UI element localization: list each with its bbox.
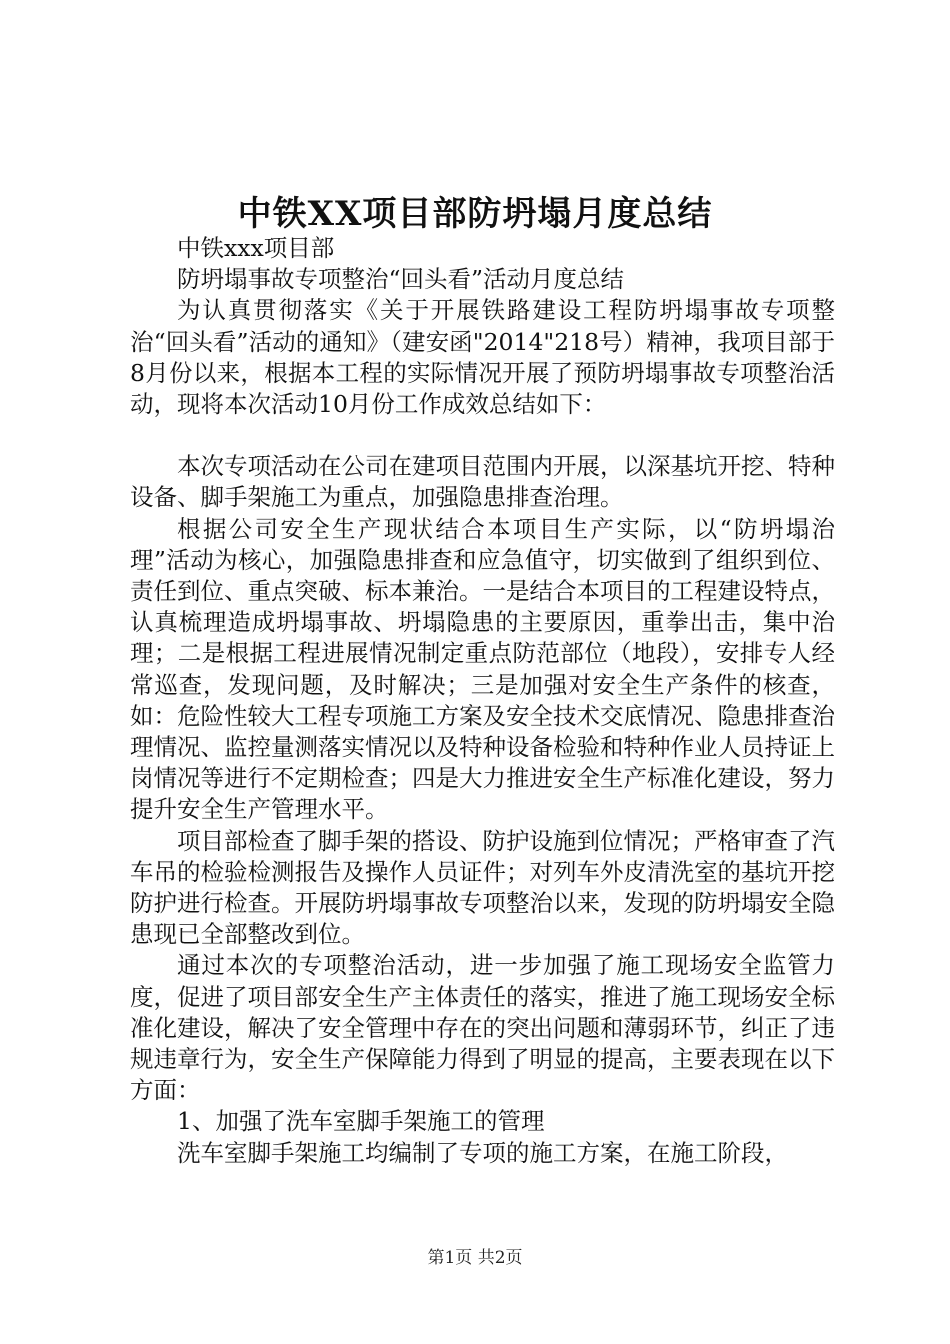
section-heading: 1、加强了洗车室脚手架施工的管理 bbox=[177, 1107, 545, 1136]
paragraph: 根据公司安全生产现状结合本项目生产实际，以“防坍塌治理”活动为核心，加强隐患排查和应急值守，切实做到了组织到位、责任到位、重点突破、标本兼治。一是结合本项目的工程建设特点，认真梳理造成坍塌事故、坍塌隐患的主要原因，重拳出击，集中治理；二是根据工程进展情况制定重点防范部位（地段），安排专人经常巡查，发现问题，及时解决；三是加强对安全生产条件的核查，如：危险性较大工程专项施工方案及安全技术交底情况、隐患排查治理情况、监控量测落实情况以及特种设备检验和特种作业人员持证上岗情况等进行不定期检查；四是大力推进安全生产标准化建设，努力提升安全生产管理水平。 bbox=[130, 514, 835, 824]
paragraph: 通过本次的专项整治活动，进一步加强了施工现场安全监管力度，促进了项目部安全生产主体责任的落实，推进了施工现场安全标准化建设，解决了安全管理中存在的突出问题和薄弱环节，纠正了违规违章行为，安全生产保障能力得到了明显的提高，主要表现在以下方面： bbox=[130, 951, 835, 1105]
paragraph: 中铁xxx项目部 bbox=[177, 234, 335, 262]
paragraph: 项目部检查了脚手架的搭设、防护设施到位情况；严格审查了汽车吊的检验检测报告及操作人员证件；对列车外皮清洗室的基坑开挖防护进行检查。开展防坍塌事故专项整治以来，发现的防坍塌安全隐患现已全部整改到位。 bbox=[130, 826, 835, 949]
paragraph: 本次专项活动在公司在建项目范围内开展，以深基坑开挖、特种设备、脚手架施工为重点，加强隐患排查治理。 bbox=[130, 452, 835, 512]
paragraph: 防坍塌事故专项整治“回头看”活动月度总结 bbox=[177, 265, 625, 294]
page-footer: 第1页 共2页 bbox=[427, 1248, 523, 1268]
paragraph: 为认真贯彻落实《关于开展铁路建设工程防坍塌事故专项整治“回头看”活动的通知》（建安函"2014"218号）精神，我项目部于8月份以来，根据本工程的实际情况开展了预防坍塌事故专项整治活动，现将本次活动10月份工作成效总结如下： bbox=[130, 296, 835, 419]
document-body bbox=[130, 233, 835, 1169]
paragraph: 洗车室脚手架施工均编制了专项的施工方案，在施工阶段， bbox=[177, 1138, 788, 1167]
blank-line bbox=[130, 420, 835, 451]
document-title: 中铁XX项目部防坍塌月度总结 bbox=[237, 194, 713, 234]
